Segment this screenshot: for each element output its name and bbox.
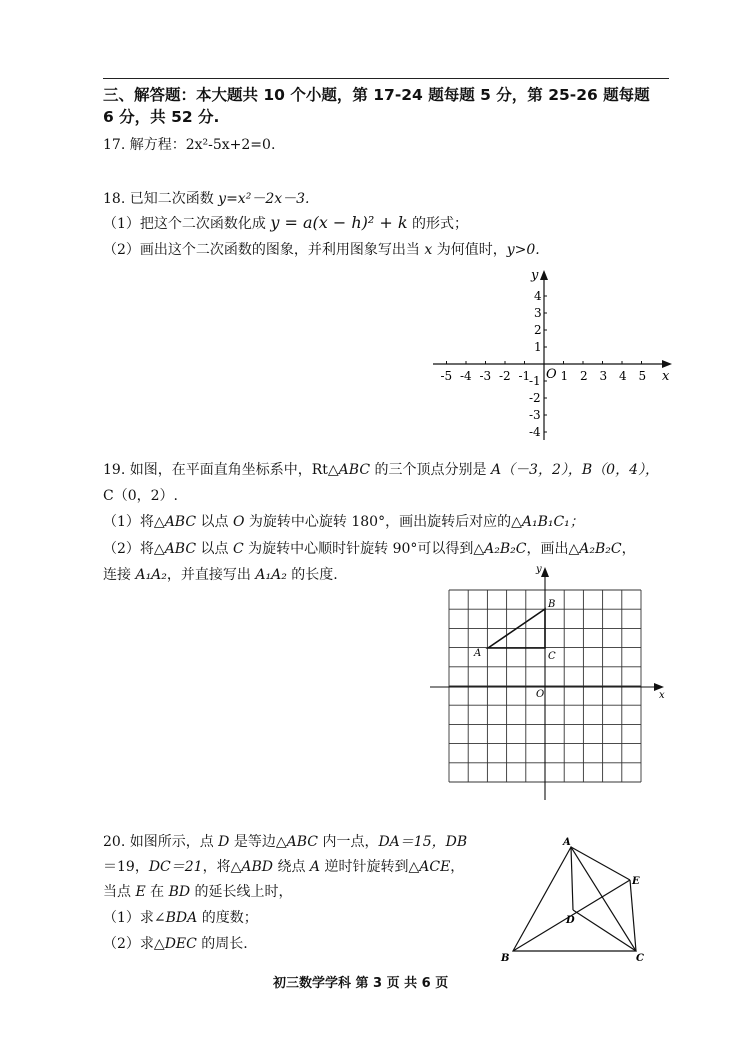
q18-x-tick-label: -2 xyxy=(499,369,511,383)
q18-origin-label: O xyxy=(546,367,557,382)
point-b-label: B xyxy=(548,599,556,610)
q18-y-tick-label: 4 xyxy=(534,289,542,303)
point-a-label: A xyxy=(474,648,482,659)
q18-y-tick-label: -1 xyxy=(529,374,541,388)
question-18-part2: （2）画出这个二次函数的图象，并利用图象写出当 x 为何值时，y>0. xyxy=(103,242,540,258)
question-20-line2: ＝19，DC＝21，将△ABD 绕点 A 逆时针旋转到△ACE， xyxy=(103,859,465,875)
q18-x-axis-label: x xyxy=(662,369,670,384)
fig20-label-d: D xyxy=(566,915,575,926)
question-20-line3: 当点 E 在 BD 的延长线上时， xyxy=(103,884,293,900)
question-19-line1: 19. 如图，在平面直角坐标系中，Rt△ABC 的三个顶点分别是 A（－3，2），B（0，4）， xyxy=(103,462,659,478)
q18-y-axis-label: y xyxy=(531,268,539,283)
q18-x-tick-label: -5 xyxy=(440,369,453,383)
section-header-line2: 6 分，共 52 分. xyxy=(103,108,220,126)
section-header-line1: 三、解答题：本大题共 10 个小题，第 17-24 题每题 5 分，第 25-26 题每题 xyxy=(103,86,650,104)
question-19-line2: C（0，2）. xyxy=(103,488,178,504)
q18-y-tick-label: 1 xyxy=(534,340,542,354)
question-20-part2: （2）求△DEC 的周长. xyxy=(103,936,248,952)
question-18-part1: （1）把这个二次函数化成 y = a(x − h)² + k 的形式； xyxy=(103,213,469,232)
fig20-label-e: E xyxy=(632,876,640,887)
fig20-label-a: A xyxy=(563,837,571,848)
question-20-part1: （1）求∠BDA 的度数； xyxy=(103,910,258,926)
fig20-label-b: B xyxy=(501,953,510,964)
q19-x-axis-label: x xyxy=(659,690,665,701)
point-c-label: C xyxy=(548,651,556,662)
q19-origin-label: O xyxy=(536,689,545,700)
q18-x-tick-label: 5 xyxy=(638,369,647,383)
question-19-part2: （2）将△ABC 以点 C 为旋转中心顺时针旋转 90°可以得到△A₂B₂C，画出△A₂B₂C， xyxy=(103,541,636,557)
question-17: 17. 解方程：2x²-5x+2=0. xyxy=(103,137,276,153)
q19-y-axis-label: y xyxy=(536,564,542,575)
fig20-label-c: C xyxy=(636,953,644,964)
q18-x-tick-label: 2 xyxy=(580,369,588,383)
q18-x-tick-label: -4 xyxy=(460,369,472,383)
q18-x-tick-label: 4 xyxy=(619,369,627,383)
q18-y-tick-label: -4 xyxy=(529,425,541,439)
question-18-intro: 18. 已知二次函数 y=x²－2x－3. xyxy=(103,191,310,207)
q18-y-tick-label: -3 xyxy=(529,408,541,422)
q18-x-tick-label: -3 xyxy=(479,369,492,383)
question-19-part1: （1）将△ABC 以点 O 为旋转中心旋转 180°，画出旋转后对应的△A₁B₁C₁； xyxy=(103,514,584,530)
q18-x-tick-label: 1 xyxy=(560,369,569,383)
question-20-line1: 20. 如图所示，点 D 是等边△ABC 内一点，DA＝15，DB xyxy=(103,834,468,850)
q18-y-tick-label: 3 xyxy=(534,306,542,320)
q18-y-tick-label: 2 xyxy=(534,323,542,337)
q18-x-tick-label: 3 xyxy=(599,369,608,383)
q18-y-tick-label: -2 xyxy=(529,391,541,405)
page-footer: 初三数学学科 第 3 页 共 6 页 xyxy=(273,976,449,991)
question-19-last-line: 连接 A₁A₂，并直接写出 A₁A₂ 的长度. xyxy=(103,567,338,583)
q18-x-tick-label: -1 xyxy=(518,369,531,383)
